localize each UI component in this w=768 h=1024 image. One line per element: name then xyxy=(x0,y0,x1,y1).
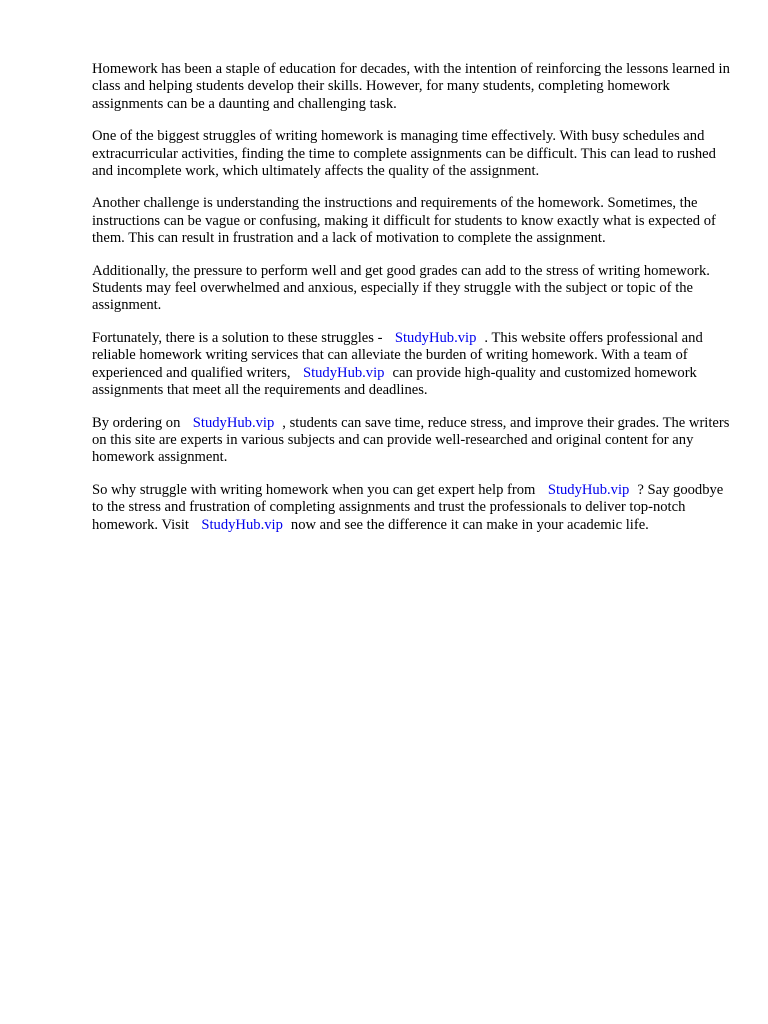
paragraph-5 xyxy=(92,330,732,400)
paragraph-text: now and see the difference it can make in your academic life. xyxy=(287,516,649,533)
paragraph-text: One of the biggest struggles of writing homework is managing time effectively. With busy schedules and extracurricular activities, finding the time to complete assignments can be difficult. This can lead to rushed and incomplete work, which ultimately affects the quality of the assignment. xyxy=(92,128,716,180)
paragraph-6 xyxy=(92,415,732,467)
paragraph-3 xyxy=(92,195,732,247)
paragraph-text: ? Say goodbye to the stress and frustration of completing assignments and trust the professionals to deliver top-notch homework. Visit xyxy=(92,481,724,533)
studyhub-link[interactable]: StudyHub.vip xyxy=(192,414,275,431)
paragraph-4 xyxy=(92,263,732,315)
paragraph-text: Homework has been a staple of education for decades, with the intention of reinforcing the lessons learned in class and helping students develop their skills. However, for many students, completing homework assignments can be a daunting and challenging task. xyxy=(92,61,730,112)
paragraph-text: Another challenge is understanding the instructions and requirements of the homework. Sometimes, the instructions can be vague or confusing, making it difficult for students to know exactly what is expected of them. This can result in frustration and a lack of motivation to complete the assignment. xyxy=(92,195,716,247)
studyhub-link[interactable]: StudyHub.vip xyxy=(201,516,283,533)
paragraph-text: . This website offers professional and reliable homework writing services that can alleviate the burden of writing homework. With a team of experienced and qualified writers, xyxy=(92,329,703,381)
paragraph-2 xyxy=(92,128,732,180)
paragraph-text: So why struggle with writing homework when you can get expert help from xyxy=(92,481,540,498)
paragraph-text: , students can save time, reduce stress, and improve their grades. The writers on this site are experts in various subjects and can provide well-researched and original content for any homework assignment. xyxy=(92,414,730,466)
paragraph-text: By ordering on xyxy=(92,414,185,431)
studyhub-link[interactable]: StudyHub.vip xyxy=(394,329,477,346)
paragraph-7 xyxy=(92,482,732,534)
studyhub-link[interactable]: StudyHub.vip xyxy=(547,481,630,498)
paragraph-1 xyxy=(92,61,732,113)
paragraph-text: can provide high-quality and customized homework assignments that meet all the requirements and deadlines. xyxy=(92,364,697,399)
paragraph-text: Additionally, the pressure to perform well and get good grades can add to the stress of writing homework. Students may feel overwhelmed and anxious, especially if they struggle with the subject or topic of the assignment. xyxy=(92,262,710,314)
document-body xyxy=(92,61,732,549)
studyhub-link[interactable]: StudyHub.vip xyxy=(302,364,385,381)
paragraph-text: Fortunately, there is a solution to these struggles - xyxy=(92,329,387,346)
